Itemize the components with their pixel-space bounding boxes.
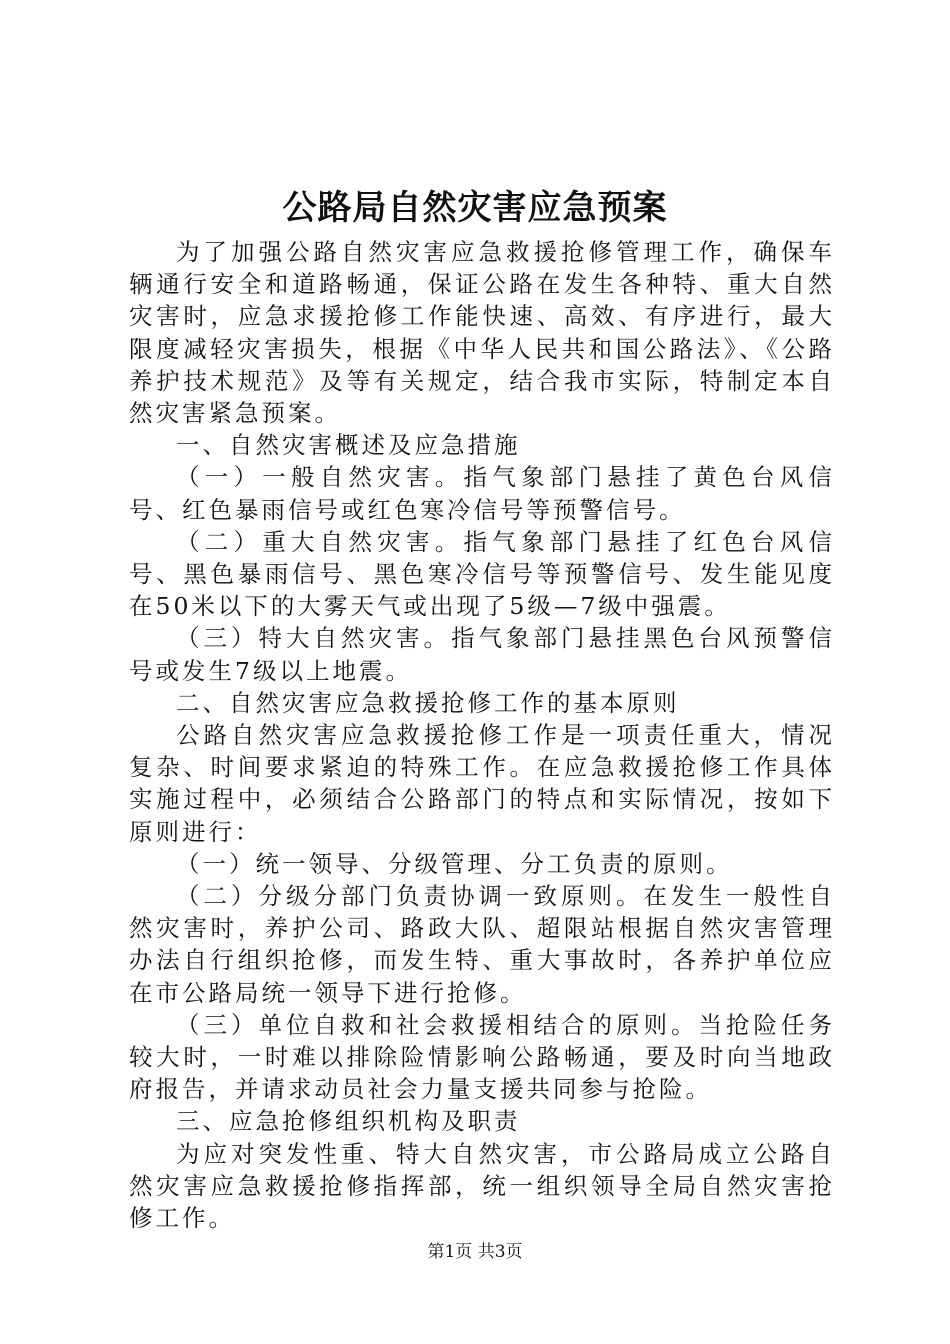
paragraph-organization: 为应对突发性重、特大自然灾害，市公路局成立公路自然灾害应急救援抢修指挥部，统一组织领导全局自然灾害抢修工作。 <box>129 1139 835 1233</box>
paragraph-intro: 为了加强公路自然灾害应急救援抢修管理工作，确保车辆通行安全和道路畅通，保证公路在发生各种特、重大自然灾害时，应急求援抢修工作能快速、高效、有序进行，最大限度减轻灾害损失，根据《中华人民共和国公路法》、《公路养护技术规范》及等有关规定，结合我市实际，特制定本自然灾害紧急预案。 <box>129 238 835 428</box>
paragraph-principles-intro: 公路自然灾害应急救援抢修工作是一项责任重大，情况复杂、时间要求紧迫的特殊工作。在应急救援抢修工作具体实施过程中，必须结合公路部门的特点和实际情况，按如下原则进行： <box>129 721 835 846</box>
paragraph-principle-1: （一）统一领导、分级管理、分工负责的原则。 <box>176 849 733 878</box>
paragraph-general-disaster: （一）一般自然灾害。指气象部门悬挂了黄色台风信号、红色暴雨信号或红色寒冷信号等预警信号。 <box>129 463 835 524</box>
section-heading-1: 一、自然灾害概述及应急措施 <box>176 431 521 460</box>
paragraph-principle-2: （二）分级分部门负责协调一致原则。在发生一般性自然灾害时，养护公司、路政大队、超限站根据自然灾害管理办法自行组织抢修，而发生特、重大事故时，各养护单位应在市公路局统一领导下进行抢修。 <box>129 882 835 1007</box>
paragraph-principle-3: （三）单位自救和社会救援相结合的原则。当抢险任务较大时，一时难以排除险情影响公路畅通，要及时向当地政府报告，并请求动员社会力量支援共同参与抢险。 <box>129 1010 835 1104</box>
section-heading-2: 二、自然灾害应急救援抢修工作的基本原则 <box>176 688 680 717</box>
document-title: 公路局自然灾害应急预案 <box>282 188 668 228</box>
page-footer: 第1页 共3页 <box>427 1242 523 1262</box>
section-heading-3: 三、应急抢修组织机构及职责 <box>176 1107 521 1136</box>
document-body <box>129 236 835 1234</box>
paragraph-severe-disaster: （三）特大自然灾害。指气象部门悬挂黑色台风预警信号或发生7级以上地震。 <box>129 624 835 685</box>
paragraph-major-disaster: （二）重大自然灾害。指气象部门悬挂了红色台风信号、黑色暴雨信号、黑色寒冷信号等预警信号、发生能见度在50米以下的大雾天气或出现了5级—7级中强震。 <box>129 527 835 621</box>
